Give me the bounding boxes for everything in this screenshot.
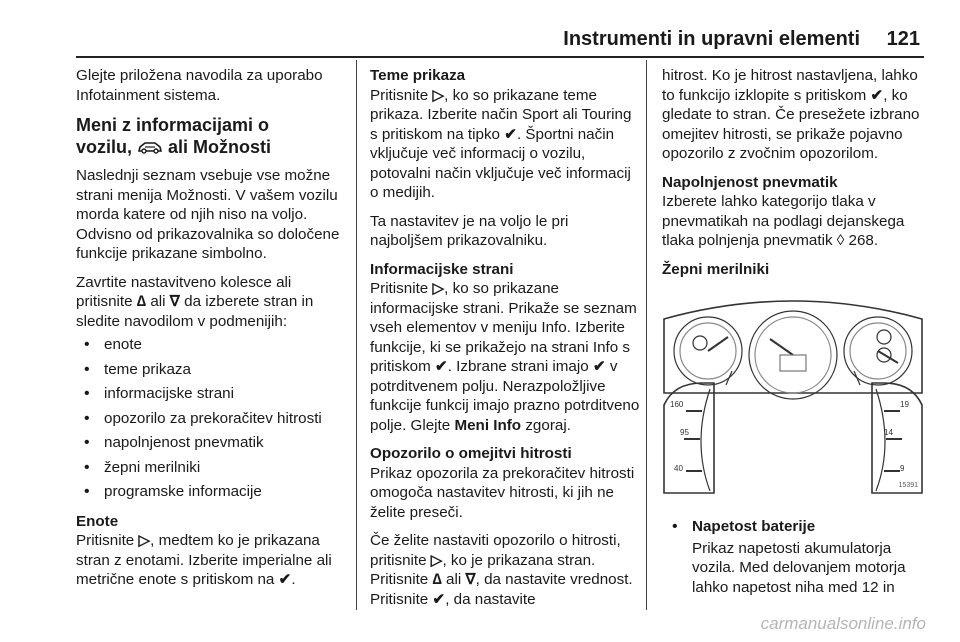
text-span: , ko so prikazane teme prikaza. Izberite način Sport ali Touring s pritiskom na tipko bbox=[370, 86, 632, 143]
page-number: 121 bbox=[886, 28, 920, 50]
pocket-gauges-heading: Žepni merilniki bbox=[662, 260, 770, 278]
text-span: , medtem ko je prikazana stran z enotami. Izberite imperialne ali metrične enote s pritiskom na bbox=[76, 532, 332, 588]
check-icon: ✔ bbox=[504, 125, 517, 143]
header-rule bbox=[76, 56, 924, 58]
text-span: Pritisnite bbox=[76, 532, 135, 549]
heading-line-2-pre: vozilu, bbox=[76, 137, 133, 157]
list-item: • informacijske strani bbox=[76, 384, 350, 404]
list-item: • žepni merilniki bbox=[76, 458, 350, 478]
tyre-pressure-paragraph bbox=[662, 192, 926, 251]
speed-warning-continued bbox=[662, 66, 926, 164]
column-divider-2 bbox=[646, 60, 647, 610]
gauge-label: 14 bbox=[884, 428, 893, 437]
instrument-cluster-figure bbox=[662, 293, 924, 497]
text-span: zgoraj. bbox=[525, 416, 571, 434]
text-span: , da nastavite bbox=[445, 590, 536, 608]
watermark: carmanualsonline.info bbox=[760, 614, 926, 633]
down-arrow-icon: ∇ bbox=[169, 293, 180, 310]
section-heading-vehicle-info bbox=[76, 114, 350, 158]
speed-warning-instructions bbox=[370, 531, 640, 609]
page-reference-icon: ◊ bbox=[836, 232, 845, 249]
text-span: v potrditvenem polju. Nerazpoložljive funkcije funkcij imajo prazno potrditveno polje. Glejte bbox=[370, 358, 640, 434]
next-arrow-icon: ▷ bbox=[430, 551, 443, 569]
tyre-pressure-heading: Napolnjenost pnevmatik bbox=[662, 173, 838, 191]
check-icon: ✔ bbox=[435, 358, 448, 375]
column-divider-1 bbox=[356, 60, 357, 610]
text-span: , ko gledate to stran. Če presežete izbrano omejitev hitrosti, se prikaže pojavno opozorilo z zvočnim opozorilom. bbox=[662, 86, 920, 162]
page-header-title: Instrumenti in upravni elementi bbox=[563, 28, 860, 50]
gauge-label: 40 bbox=[674, 464, 683, 473]
heading-line-1: Meni z informacijami o bbox=[76, 115, 270, 135]
battery-voltage-title: Napetost baterije bbox=[692, 518, 816, 535]
text-span: ali bbox=[446, 571, 462, 588]
navigation-instructions bbox=[76, 273, 350, 332]
list-item: • enote bbox=[76, 335, 350, 355]
list-item: • opozorilo za prekoračitev hitrosti bbox=[76, 409, 350, 429]
next-arrow-icon: ▷ bbox=[138, 532, 151, 549]
units-heading: Enote bbox=[76, 512, 119, 530]
text-span: . Športni način vključuje več informacij o vozilu, potovalni način vključuje več informacij o medijih. bbox=[370, 125, 631, 201]
check-icon: ✔ bbox=[278, 571, 292, 588]
display-themes-note: Ta nastavitev je na voljo le pri najboljšem prikazovalniku. bbox=[370, 212, 569, 249]
gauge-label: 160 bbox=[670, 400, 684, 409]
column-2 bbox=[370, 66, 640, 618]
check-icon: ✔ bbox=[432, 590, 446, 608]
text-span: Če želite nastaviti opozorilo o hitrosti, pritisnite bbox=[370, 532, 621, 569]
column-1 bbox=[76, 66, 350, 599]
gauge-label: 95 bbox=[680, 428, 689, 437]
check-icon: ✔ bbox=[870, 86, 884, 104]
battery-voltage-text: Prikaz napetosti akumulatorja vozila. Med delovanjem motorja lahko napetost niha med 12 in bbox=[692, 539, 906, 596]
text-span: Zavrtite nastavitveno kolesce ali pritisnite bbox=[76, 273, 292, 310]
text-span: . Izbrane strani imajo bbox=[447, 358, 589, 375]
info-pages-heading: Informacijske strani bbox=[370, 260, 514, 278]
text-span: Izberete lahko kategorijo tlaka v pnevmatikah na podlagi dejanskega tlaka polnjenja pnevmatik bbox=[662, 193, 905, 249]
units-paragraph bbox=[76, 531, 350, 590]
next-arrow-icon: ▷ bbox=[432, 280, 445, 297]
text-span: . bbox=[291, 571, 296, 588]
column-3 bbox=[662, 66, 926, 597]
text-span: Pritisnite bbox=[370, 86, 429, 104]
instrument-cluster-drawing bbox=[662, 293, 924, 497]
list-item: • napolnjenost pnevmatik bbox=[76, 433, 350, 453]
figure-code: 15391 bbox=[898, 481, 918, 489]
battery-voltage-item bbox=[662, 517, 926, 597]
info-pages-paragraph bbox=[370, 279, 640, 435]
info-menu-reference: Meni Info bbox=[454, 416, 522, 434]
intro-paragraph: Glejte priložena navodila za uporabo Infotainment sistema. bbox=[76, 67, 323, 104]
up-arrow-icon: ∆ bbox=[136, 293, 147, 310]
options-description: Naslednji seznam vsebuje vse možne strani menija Možnosti. V vašem vozilu morda katere od njih niso na voljo. Odvisno od prikazovalnika so določene funkcije prikazane simbolno. bbox=[76, 167, 340, 262]
text-span: ali bbox=[150, 293, 166, 310]
page-reference: 268. bbox=[848, 232, 879, 249]
text-span: Pritisnite bbox=[370, 280, 429, 297]
gauge-label: 9 bbox=[900, 464, 905, 473]
text-span: hitrost. Ko je hitrost nastavljena, lahko to funkcijo izklopite s pritiskom bbox=[662, 67, 918, 104]
text-span: , ko je prikazana stran. Pritisnite bbox=[370, 551, 596, 588]
speed-warning-description: Prikaz opozorila za prekoračitev hitrosti omogoča nastavitev hitrosti, ki jih ne želite preseči. bbox=[370, 464, 635, 521]
check-icon: ✔ bbox=[592, 358, 606, 375]
heading-line-2-post: ali Možnosti bbox=[168, 137, 272, 157]
car-icon bbox=[137, 140, 163, 154]
text-span: da izberete stran in sledite navodilom v podmenijih: bbox=[76, 293, 314, 330]
list-item: • teme prikaza bbox=[76, 360, 350, 380]
text-span: , ko so prikazane informacijske strani. Prikaže se seznam vseh elementov v meniju Info. Izberite funkcije, ki se prikažejo na strani Info s pritiskom bbox=[370, 280, 637, 375]
gauge-label: 19 bbox=[900, 400, 909, 409]
speed-warning-heading: Opozorilo o omejitvi hitrosti bbox=[370, 445, 572, 462]
next-arrow-icon: ▷ bbox=[432, 86, 445, 104]
list-item: • programske informacije bbox=[76, 482, 350, 502]
up-arrow-icon: ∆ bbox=[432, 571, 442, 588]
text-span: , da nastavite vrednost. Pritisnite bbox=[370, 571, 633, 608]
display-themes-heading: Teme prikaza bbox=[370, 67, 466, 84]
down-arrow-icon: ∇ bbox=[465, 571, 476, 588]
display-themes-paragraph bbox=[370, 86, 640, 203]
options-list bbox=[76, 335, 350, 502]
